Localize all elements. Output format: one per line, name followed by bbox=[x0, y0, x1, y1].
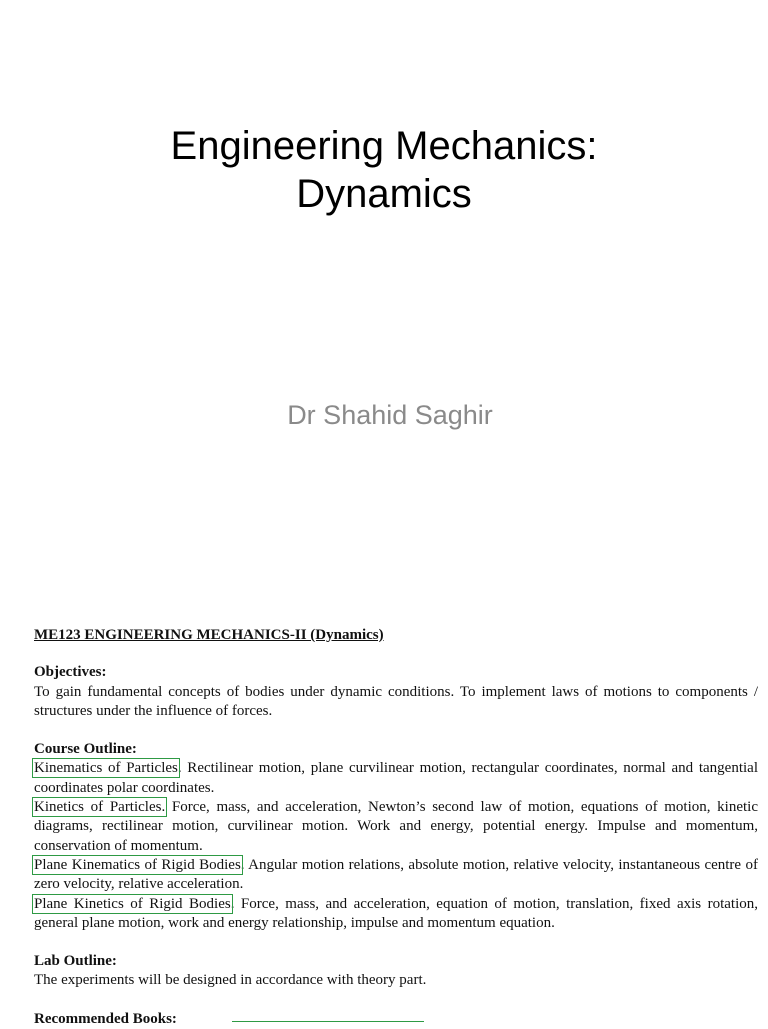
outline-item bbox=[34, 798, 758, 856]
recommended-books-heading: Recommended Books: bbox=[34, 1010, 177, 1027]
author-name: Dr Shahid Saghir bbox=[287, 400, 493, 430]
title-line-1: Engineering Mechanics: bbox=[170, 124, 598, 168]
outline-topic: Plane Kinetics of Rigid Bodies bbox=[34, 895, 231, 912]
outline-description: Force, mass, and acceleration, Newton’s second law of motion, equations of motion, kinetic diagrams, rectilinear motion, curvilinear motion. Work and energy, potential energy. Impulse and momentum, conservation of momentum. bbox=[34, 799, 758, 854]
objectives-text: To gain fundamental concepts of bodies under dynamic conditions. To implement laws of motions to components / structures under the influence of forces. bbox=[34, 683, 758, 719]
objectives-heading: Objectives: bbox=[34, 664, 107, 681]
highlight-box-edge bbox=[232, 1021, 424, 1022]
lab-outline-text: The experiments will be designed in accordance with theory part. bbox=[34, 972, 427, 989]
course-outline-section bbox=[34, 740, 758, 933]
objectives-section bbox=[34, 663, 758, 721]
course-heading: ME123 ENGINEERING MECHANICS-II (Dynamics) bbox=[34, 627, 384, 643]
slide-title bbox=[0, 122, 768, 218]
title-line-2: Dynamics bbox=[296, 172, 472, 216]
outline-description: . Rectilinear motion, plane curvilinear motion, rectangular coordinates, normal and tangential coordinates polar coordinates. bbox=[34, 760, 758, 796]
outline-description: . Force, mass, and acceleration, equation of motion, translation, fixed axis rotation, general plane motion, work and energy relationship, impulse and momentum equation. bbox=[34, 895, 758, 931]
lab-outline-section bbox=[34, 952, 758, 991]
course-description-scan bbox=[34, 626, 758, 1029]
outline-topic: Kinetics of Particles. bbox=[34, 799, 166, 816]
outline-item bbox=[34, 759, 758, 798]
outline-item bbox=[34, 895, 758, 934]
course-outline-heading: Course Outline: bbox=[34, 741, 137, 758]
outline-item bbox=[34, 856, 758, 895]
outline-description: . Angular motion relations, absolute motion, relative velocity, instantaneous centre of zero velocity, relative acceleration. bbox=[34, 856, 758, 893]
outline-topic: Plane Kinematics of Rigid Bodies bbox=[34, 856, 241, 873]
outline-topic: Kinematics of Particles bbox=[34, 760, 178, 777]
lab-outline-heading: Lab Outline: bbox=[34, 953, 117, 970]
